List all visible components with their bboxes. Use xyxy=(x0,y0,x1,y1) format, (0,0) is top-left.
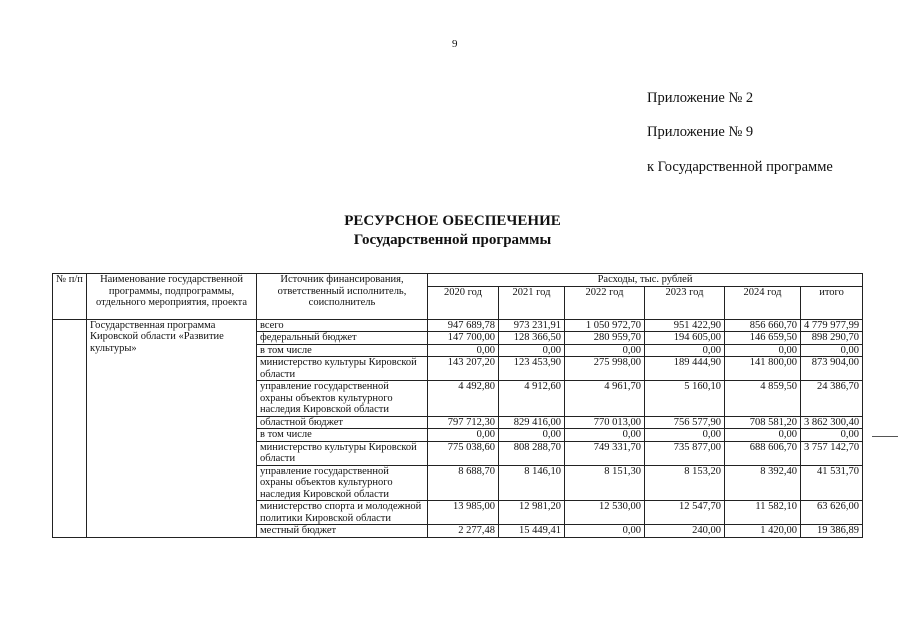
year-value: 194 605,00 xyxy=(645,332,725,345)
page-number: 9 xyxy=(452,38,458,50)
year-value: 0,00 xyxy=(499,429,565,442)
total-value: 0,00 xyxy=(801,429,863,442)
header-expenses: Расходы, тыс. рублей xyxy=(428,274,863,287)
resource-table xyxy=(52,273,863,538)
year-value: 735 877,00 xyxy=(645,441,725,465)
year-value: 829 416,00 xyxy=(499,416,565,429)
header-year: 2021 год xyxy=(499,286,565,319)
year-value: 951 422,90 xyxy=(645,319,725,332)
year-value: 1 050 972,70 xyxy=(565,319,645,332)
year-value: 0,00 xyxy=(428,344,499,357)
year-value: 12 981,20 xyxy=(499,501,565,525)
year-value: 12 547,70 xyxy=(645,501,725,525)
header-name: Наименование государственной программы, подпрограммы, отдельного мероприятия, проекта xyxy=(87,274,257,320)
program-name: Государственная программа Кировской области «Развитие культуры» xyxy=(87,319,257,537)
funding-source: министерство культуры Кировской области xyxy=(257,357,428,381)
year-value: 756 577,90 xyxy=(645,416,725,429)
funding-source: всего xyxy=(257,319,428,332)
year-value: 11 582,10 xyxy=(725,501,801,525)
year-value: 12 530,00 xyxy=(565,501,645,525)
year-value: 0,00 xyxy=(725,429,801,442)
funding-source: министерство культуры Кировской области xyxy=(257,441,428,465)
appendix-line-2: Приложение № 9 xyxy=(647,124,754,140)
year-value: 688 606,70 xyxy=(725,441,801,465)
year-value: 8 153,20 xyxy=(645,465,725,501)
year-value: 8 688,70 xyxy=(428,465,499,501)
program-number xyxy=(53,319,87,537)
funding-source: федеральный бюджет xyxy=(257,332,428,345)
year-value: 280 959,70 xyxy=(565,332,645,345)
year-value: 0,00 xyxy=(565,429,645,442)
year-value: 123 453,90 xyxy=(499,357,565,381)
year-value: 0,00 xyxy=(428,429,499,442)
year-value: 128 366,50 xyxy=(499,332,565,345)
total-value: 4 779 977,99 xyxy=(801,319,863,332)
funding-source: министерство спорта и молодежной политики Кировской области xyxy=(257,501,428,525)
header-year: 2024 год xyxy=(725,286,801,319)
header-year: 2020 год xyxy=(428,286,499,319)
year-value: 0,00 xyxy=(645,429,725,442)
appendix-line-1: Приложение № 2 xyxy=(647,90,754,106)
year-value: 189 444,90 xyxy=(645,357,725,381)
total-value: 873 904,00 xyxy=(801,357,863,381)
header-row xyxy=(53,274,863,287)
document-title: РЕСУРСНОЕ ОБЕСПЕЧЕНИЕ xyxy=(344,213,561,229)
year-value: 146 659,50 xyxy=(725,332,801,345)
header-year: 2023 год xyxy=(645,286,725,319)
year-value: 708 581,20 xyxy=(725,416,801,429)
header-source: Источник финансирования, ответственный исполнитель, соисполнитель xyxy=(257,274,428,320)
funding-source: в том числе xyxy=(257,429,428,442)
year-value: 1 420,00 xyxy=(725,525,801,538)
scan-mark xyxy=(872,436,898,437)
year-value: 141 800,00 xyxy=(725,357,801,381)
year-value: 947 689,78 xyxy=(428,319,499,332)
year-value: 0,00 xyxy=(499,344,565,357)
total-value: 24 386,70 xyxy=(801,381,863,417)
year-value: 856 660,70 xyxy=(725,319,801,332)
year-value: 240,00 xyxy=(645,525,725,538)
year-value: 4 961,70 xyxy=(565,381,645,417)
year-value: 8 392,40 xyxy=(725,465,801,501)
appendix-line-3: к Государственной программе xyxy=(647,159,833,175)
year-value: 770 013,00 xyxy=(565,416,645,429)
year-value: 4 912,60 xyxy=(499,381,565,417)
total-value: 0,00 xyxy=(801,344,863,357)
total-value: 3 757 142,70 xyxy=(801,441,863,465)
year-value: 4 859,50 xyxy=(725,381,801,417)
header-num: № п/п xyxy=(53,274,87,320)
year-value: 275 998,00 xyxy=(565,357,645,381)
funding-source: управление государственной охраны объектов культурного наследия Кировской области xyxy=(257,381,428,417)
year-value: 4 492,80 xyxy=(428,381,499,417)
year-value: 13 985,00 xyxy=(428,501,499,525)
year-value: 808 288,70 xyxy=(499,441,565,465)
year-value: 0,00 xyxy=(565,525,645,538)
year-value: 0,00 xyxy=(725,344,801,357)
document-subtitle: Государственной программы xyxy=(353,232,552,248)
table-row xyxy=(53,319,863,332)
year-value: 797 712,30 xyxy=(428,416,499,429)
year-value: 775 038,60 xyxy=(428,441,499,465)
header-year: 2022 год xyxy=(565,286,645,319)
funding-source: областной бюджет xyxy=(257,416,428,429)
total-value: 898 290,70 xyxy=(801,332,863,345)
total-value: 3 862 300,40 xyxy=(801,416,863,429)
year-value: 2 277,48 xyxy=(428,525,499,538)
total-value: 63 626,00 xyxy=(801,501,863,525)
year-value: 8 151,30 xyxy=(565,465,645,501)
year-value: 147 700,00 xyxy=(428,332,499,345)
funding-source: управление государственной охраны объектов культурного наследия Кировской области xyxy=(257,465,428,501)
total-value: 19 386,89 xyxy=(801,525,863,538)
total-value: 41 531,70 xyxy=(801,465,863,501)
year-value: 973 231,91 xyxy=(499,319,565,332)
year-value: 143 207,20 xyxy=(428,357,499,381)
header-total: итого xyxy=(801,286,863,319)
year-value: 5 160,10 xyxy=(645,381,725,417)
year-value: 0,00 xyxy=(565,344,645,357)
funding-source: в том числе xyxy=(257,344,428,357)
year-value: 15 449,41 xyxy=(499,525,565,538)
year-value: 749 331,70 xyxy=(565,441,645,465)
year-value: 0,00 xyxy=(645,344,725,357)
year-value: 8 146,10 xyxy=(499,465,565,501)
funding-source: местный бюджет xyxy=(257,525,428,538)
